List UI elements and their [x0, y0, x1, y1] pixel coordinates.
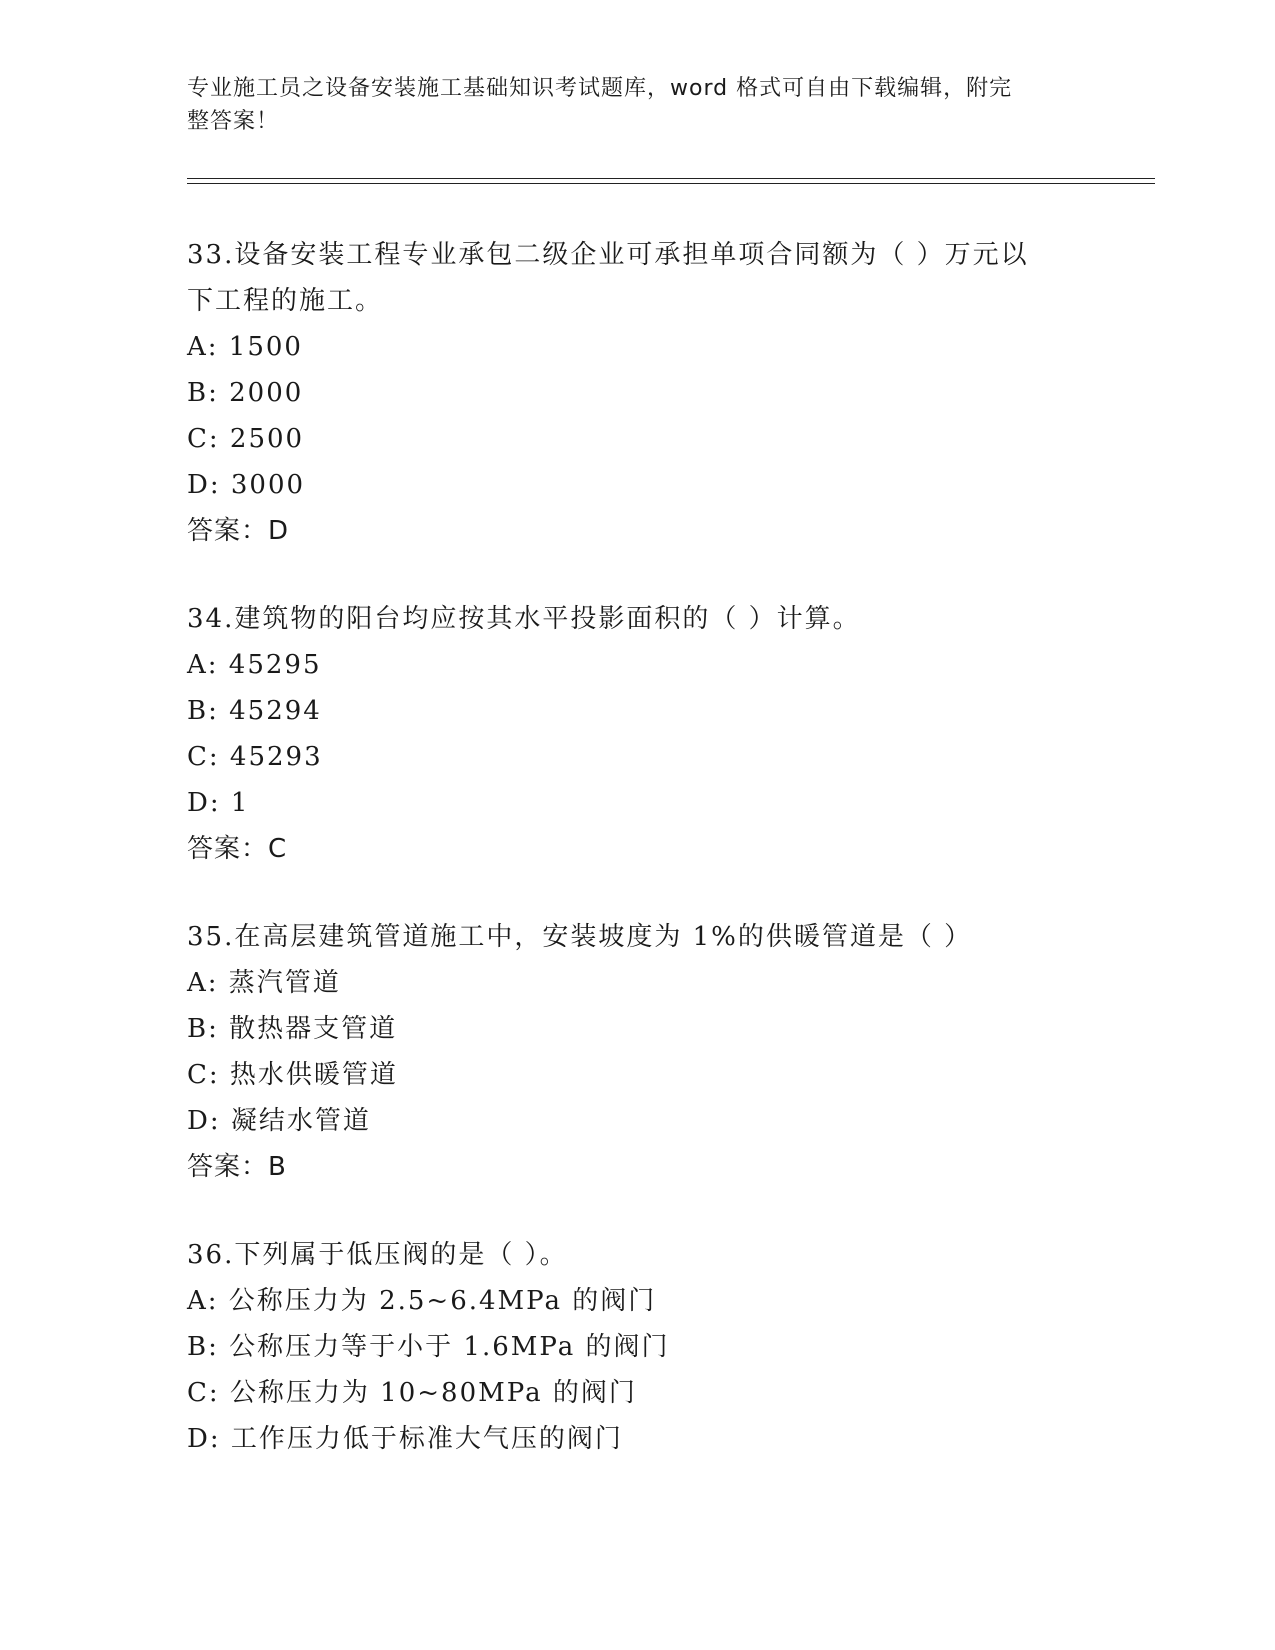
question-list	[187, 232, 1087, 1504]
option-c: C: 2500	[187, 424, 305, 454]
option-c: C: 热水供暖管道	[187, 1060, 398, 1090]
question-stem: 33.设备安装工程专业承包二级企业可承担单项合同额为（ ）万元以	[187, 240, 1029, 270]
option-b: B: 公称压力等于小于 1.6MPa 的阀门	[187, 1332, 670, 1362]
option-a: A: 1500	[187, 332, 303, 362]
option-d: D: 3000	[187, 470, 306, 500]
question-33	[187, 232, 1087, 554]
header-line-1: 专业施工员之设备安装施工基础知识考试题库，word 格式可自由下载编辑，附完	[187, 76, 1013, 101]
option-a: A: 蒸汽管道	[187, 968, 341, 998]
option-d: D: 工作压力低于标准大气压的阀门	[187, 1424, 623, 1454]
option-c: C: 公称压力为 10~80MPa 的阀门	[187, 1378, 637, 1408]
option-c: C: 45293	[187, 742, 323, 772]
option-a: A: 45295	[187, 650, 322, 680]
question-stem: 36.下列属于低压阀的是（ ）。	[187, 1240, 568, 1270]
option-d: D: 1	[187, 788, 250, 818]
option-b: B: 散热器支管道	[187, 1014, 398, 1044]
option-b: B: 2000	[187, 378, 304, 408]
question-stem-continued: 下工程的施工。	[187, 286, 384, 316]
question-34	[187, 596, 1087, 872]
option-d: D: 凝结水管道	[187, 1106, 371, 1136]
header-divider-bottom	[187, 183, 1155, 184]
answer-line: 答案：D	[187, 516, 290, 546]
document-header	[187, 72, 1087, 138]
question-36	[187, 1232, 1087, 1462]
question-stem: 35.在高层建筑管道施工中，安装坡度为 1%的供暖管道是（ ）	[187, 922, 973, 952]
option-a: A: 公称压力为 2.5~6.4MPa 的阀门	[187, 1286, 657, 1316]
question-stem: 34.建筑物的阳台均应按其水平投影面积的（ ）计算。	[187, 604, 861, 634]
answer-line: 答案：C	[187, 834, 288, 864]
option-b: B: 45294	[187, 696, 322, 726]
question-35	[187, 914, 1087, 1190]
header-divider-top	[187, 178, 1155, 179]
answer-line: 答案：B	[187, 1152, 287, 1182]
header-line-2: 整答案！	[187, 109, 280, 134]
